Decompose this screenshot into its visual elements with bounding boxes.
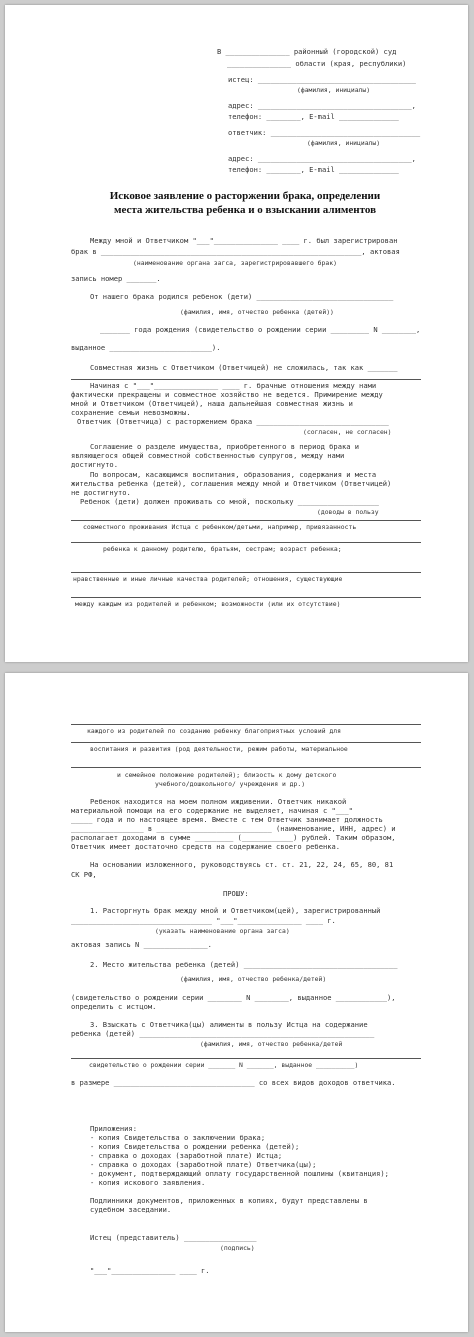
body-line: сохранение семьи невозможны. [71,408,191,417]
header-line: В _______________ районный (городской) суд [217,47,397,56]
body-hint: (доводы в пользу [317,508,379,516]
header-line: адрес: ____________________________________, [228,101,416,110]
body-hint: между каждым из родителей и ребенком; возможности (или их отсутствие) [75,600,341,608]
body-line: материальной помощи на его содержание не выделяет, начиная с "___" [71,806,353,815]
body-hint: ребенка к данному родителю, братьям, сестрам; возраст ребенка; [103,545,342,553]
body-line: Ребенок (дети) должен проживать со мной, поскольку ___________________ [80,497,379,506]
body-line: 1. Расторгнуть брак между мной и Ответчиком(цей), зарегистрированный [90,906,381,915]
body-hint: (согласен, не согласен) [303,428,392,436]
body-line: жительства ребенка (детей), соглашения между мной и Ответчиком (Ответчицей) [71,479,392,488]
body-hint: каждого из родителей по созданию ребенку благоприятных условий для [87,727,341,735]
attachment-item: - справка о доходах (заработной плате) Истца; [90,1151,283,1160]
body-line: располагает доходами в сумме _________ (____________) рублей. Таким образом, [71,833,396,842]
document-page-2 [5,673,468,1332]
body-line: брак в _____________________________________________________________, актовая [71,247,400,256]
document-title: места жительства ребенка и о взыскании алиментов [113,204,377,216]
body-line: Подлинники документов, приложенных в копиях, будут представлены в [90,1196,368,1205]
attachment-item: - справка о доходах (заработной плате) Ответчика(цы); [90,1160,317,1169]
body-line: Приложения: [90,1124,137,1133]
blank-line [71,724,421,725]
header-hint: (фамилия, инициалы) [307,139,381,147]
blank-line [71,520,421,521]
header-hint: (фамилия, инициалы) [297,86,371,94]
body-line: _________________ в ___________________________ (наименование, ИНН, адрес) и [71,824,396,833]
body-hint: (фамилия, имя, отчество ребенка/детей) [180,975,327,983]
body-hint: (указать наименование органа загса) [155,927,290,935]
body-hint: и семейное положение родителей); близость к дому детского [117,771,337,779]
body-line: Начиная с "___"_______________ ____ г. брачные отношения между нами [90,381,377,390]
body-hint: (наименование органа загса, зарегистрировавшего брак) [133,259,337,267]
body-line: в размере _________________________________ со всех видов доходов ответчика. [71,1078,396,1087]
header-line: телефон: ________, E-mail ______________ [228,112,399,121]
body-line: достигнуто. [71,460,118,469]
body-line: Между мной и Ответчиком "___"_______________ ____ г. был зарегистрирован [90,236,398,245]
blank-line [71,379,421,380]
body-line: Ребенок находится на моем полном иждивении. Ответчик никакой [90,797,347,806]
body-line: запись номер _______. [71,274,161,283]
header-line: ответчик: ___________________________________ [228,128,421,137]
body-line: Ответчик (Ответчица) с расторжением брака _______________________________ [77,417,389,426]
blank-line [71,542,421,543]
body-line: От нашего брака родился ребенок (дети) ________________________________ [90,292,394,301]
body-line: _________________________________ "___"_______________ ____ г. [71,916,336,925]
blank-line [71,767,421,768]
body-hint: (фамилия, имя, отчество ребенка/детей [200,1040,343,1048]
header-line: телефон: ________, E-mail ______________ [228,165,399,174]
body-hint: воспитания и развития (род деятельности, режим работы, материальное [90,745,348,753]
date-line: "___"_______________ ____ г. [90,1266,210,1275]
body-line: являющегося общей совместной собственностью супругов, между нами [71,451,345,460]
body-hint: совместного проживания Истца с ребенком/детьми, например, привязанность [83,523,357,531]
body-hint: нравственные и иные личные качества родителей; отношения, существующие [73,575,343,583]
body-line: 2. Место жительства ребенка (детей) ____________________________________ [90,960,398,969]
header-line: _______________ области (края, республики) [227,59,407,68]
header-line: истец: _____________________________________ [228,75,416,84]
body-line: ребенка (детей) _______________________________________________________ [71,1029,375,1038]
header-line: адрес: ____________________________________, [228,154,416,163]
body-hint: учебного/дошкольного/ учреждения и др.) [155,780,306,788]
body-hint: свидетельство о рождении серии _______ N _______, выданное __________) [89,1061,359,1069]
request-heading: ПРОШУ: [223,889,249,898]
body-line: мной и Ответчиком (Ответчицей), наша дальнейшая совместная жизнь и [71,399,353,408]
attachment-item: - копия Свидетельства о заключении брака; [90,1133,266,1142]
body-line: актовая запись N _______________. [71,940,212,949]
blank-line [71,742,421,743]
body-line: 3. Взыскать с Ответчика(цы) алименты в пользу Истца на содержание [90,1020,368,1029]
body-line: Совместная жизнь с Ответчиком (Ответчицей) не сложилась, так как _______ [90,363,398,372]
body-line: (свидетельство о рождении серии ________ N ________, выданное ____________), [71,993,396,1002]
body-line: _______ года рождения (свидетельство о рождении серии _________ N ________, [100,325,421,334]
body-line: выданное ________________________). [71,343,221,352]
attachment-item: - копия Свидетельства о рождении ребенка (детей); [90,1142,300,1151]
body-line: фактически прекращены и совместное хозяйство не ведется. Примирение между [71,390,383,399]
attachment-item: - копия искового заявления. [90,1178,206,1187]
signature-hint: (подпись) [220,1244,255,1252]
body-line: Соглашение о разделе имущества, приобретенного в период брака и [90,442,360,451]
body-line: судебном заседании. [90,1205,172,1214]
blank-line [71,1058,421,1059]
body-line: На основании изложенного, руководствуясь ст. ст. 21, 22, 24, 65, 80, 81 [90,860,394,869]
body-line: не достигнуто. [71,488,131,497]
blank-line [71,572,421,573]
body-line: _____ года и по настоящее время. Вместе с тем Ответчик занимает должность [71,815,383,824]
body-line: определить с истцом. [71,1002,157,1011]
document-page-1 [5,5,468,662]
document-title: Исковое заявление о расторжении брака, определении [109,190,381,202]
signature-line: Истец (представитель) _________________ [90,1233,257,1242]
body-line: По вопросам, касающимся воспитания, образования, содержания и места [90,470,377,479]
blank-line [71,597,421,598]
body-hint: (фамилия, имя, отчество ребенка (детей)) [180,308,334,316]
body-line: Ответчик имеет достаточно средств на содержание своего ребенка. [71,842,341,851]
body-line: СК РФ, [71,870,97,879]
attachment-item: - документ, подтверждающий оплату государственной пошлины (квитанция); [90,1169,389,1178]
